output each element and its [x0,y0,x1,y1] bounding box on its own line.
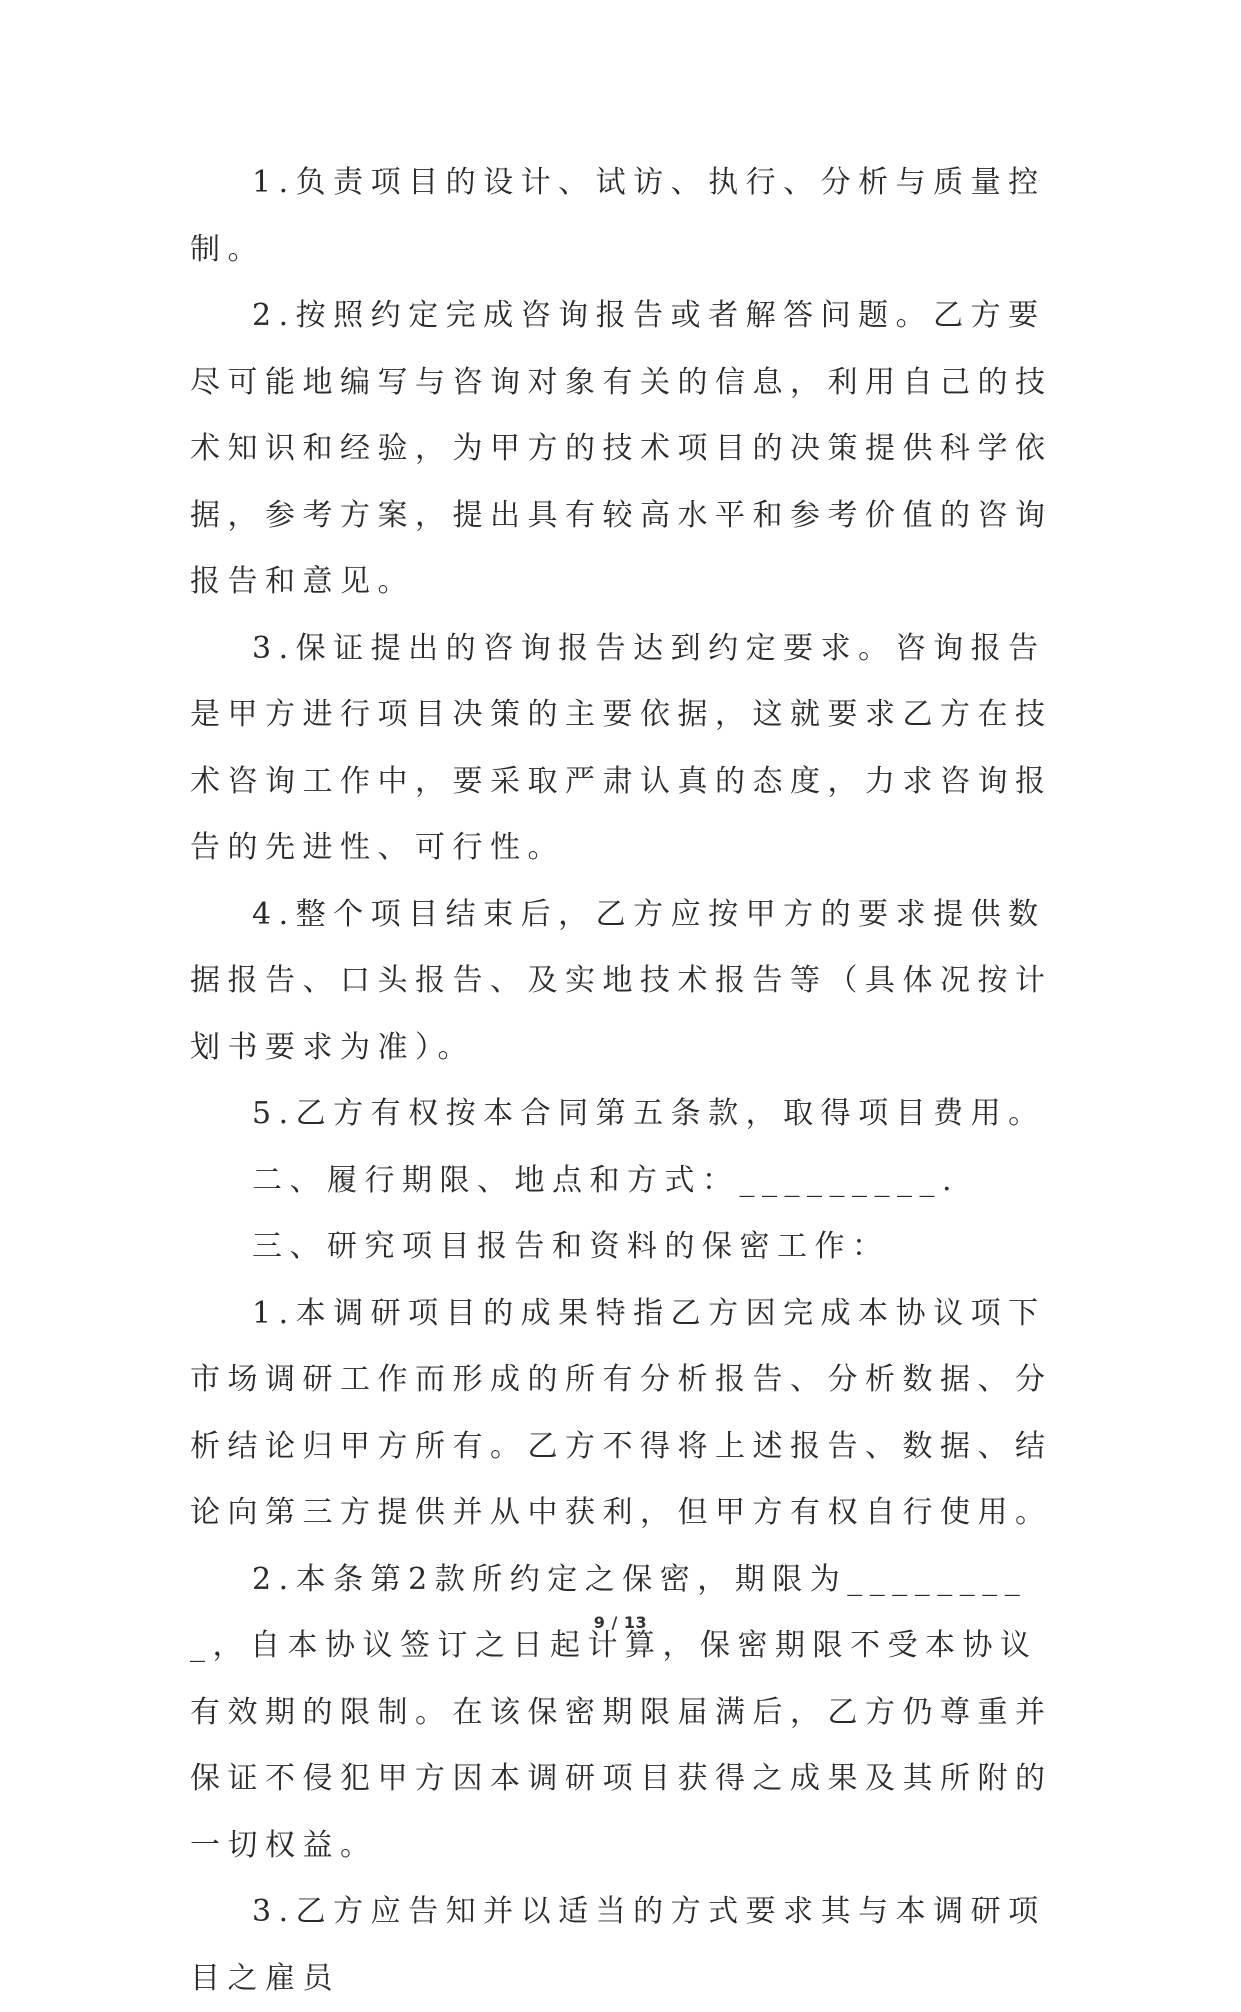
paragraph-8: 3.乙方应告知并以适当的方式要求其与本调研项目之雇员 [190,1894,1046,1996]
section-heading-3: 三、研究项目报告和资料的保密工作： [252,1229,890,1264]
paragraph-6: 1.本调研项目的成果特指乙方因完成本协议项下市场调研工作而形成的所有分析报告、分析数据、分析结论归甲方所有。乙方不得将上述报告、数据、结论向第三方提供并从中获利，但甲方有权自行使用。 [190,1295,1053,1530]
page-number: 9 / 13 [593,1613,648,1632]
document-body [190,150,1070,2012]
paragraph-7: 2.本条第2款所约定之保密，期限为_________，自本协议签订之日起计算，保密期限不受本协议有效期的限制。在该保密期限届满后，乙方仍尊重并保证不侵犯甲方因本调研项目获得之成果及其所附的一切权益。 [190,1561,1053,1863]
section-heading-2: 二、履行期限、地点和方式：_________. [252,1162,960,1198]
paragraph-4: 4.整个项目结束后，乙方应按甲方的要求提供数据报告、口头报告、及实地技术报告等（具体况按计划书要求为准）。 [190,896,1053,1065]
paragraph-1: 1.负责项目的设计、试访、执行、分析与质量控制。 [190,165,1046,267]
paragraph-3: 3.保证提出的咨询报告达到约定要求。咨询报告是甲方进行项目决策的主要依据，这就要求乙方在技术咨询工作中，要采取严肃认真的态度，力求咨询报告的先进性、可行性。 [190,630,1053,865]
paragraph-5: 5.乙方有权按本合同第五条款，取得项目费用。 [252,1096,1046,1131]
paragraph-2: 2.按照约定完成咨询报告或者解答问题。乙方要尽可能地编写与咨询对象有关的信息，利用自己的技术知识和经验，为甲方的技术项目的决策提供科学依据，参考方案，提出具有较高水平和参考价值的咨询报告和意见。 [190,298,1053,599]
